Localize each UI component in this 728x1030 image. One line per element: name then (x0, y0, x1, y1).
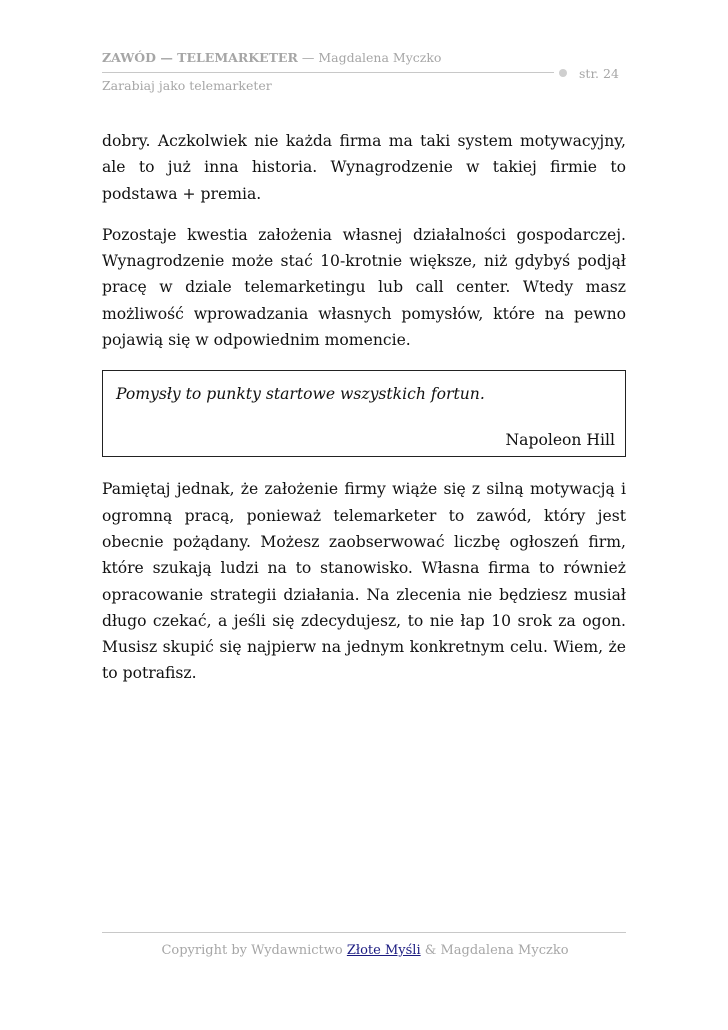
quote-box (102, 370, 626, 457)
paragraph-1: dobry. Aczkolwiek nie każda firma ma taki system motywacyjny, ale to już inna historia. Wynagrodzenie w takiej firmie to podstawa + premia. (102, 132, 626, 203)
bullet-icon (559, 69, 567, 77)
quote-text: Pomysły to punkty startowe wszystkich fortun. (116, 385, 485, 404)
paragraph-3: Pamiętaj jednak, że założenie firmy wiąże się z silną motywacją i ogromną pracą, ponieważ telemarketer to zawód, który jest obecnie pożądany. Możesz zaobserwować liczbę ogłoszeń firm, które szukają ludzi na to stanowisko. Własna firma to również opracowanie strategii działania. Na zlecenia nie będziesz musiał długo czekać, a jeśli się zdecydujesz, to nie łap 10 srok za ogon. Musisz skupić się najpierw na jednym konkretnym celu. Wiem, że to potrafisz. (102, 480, 626, 683)
page-number: str. 24 (579, 66, 619, 81)
footer-suffix: & Magdalena Myczko (420, 943, 569, 958)
header-author: Magdalena Myczko (318, 50, 442, 65)
publisher-link[interactable]: Złote Myśli (346, 943, 421, 958)
paragraph-2: Pozostaje kwestia założenia własnej działalności gospodarczej. Wynagrodzenie może stać 10-krotnie większe, niż gdybyś podjął pracę w dziale telemarketingu lub call center. Wtedy masz możliwość wprowadzania własnych pomysłów, które na pewno pojawią się w odpowiednim momencie. (102, 225, 626, 350)
footer-rule (102, 932, 626, 933)
page-content (102, 128, 626, 687)
header-rule (102, 72, 554, 73)
quote-author: Napoleon Hill (505, 431, 615, 450)
book-title: ZAWÓD — TELEMARKETER (102, 50, 298, 65)
header-subtitle: Zarabiaj jako telemarketer (102, 78, 272, 93)
header-title-line (102, 50, 441, 65)
page-header (102, 50, 628, 102)
footer-copyright (102, 943, 628, 958)
footer-prefix: Copyright by Wydawnictwo (161, 943, 347, 958)
header-separator: — (297, 50, 319, 65)
page-footer (102, 932, 628, 958)
